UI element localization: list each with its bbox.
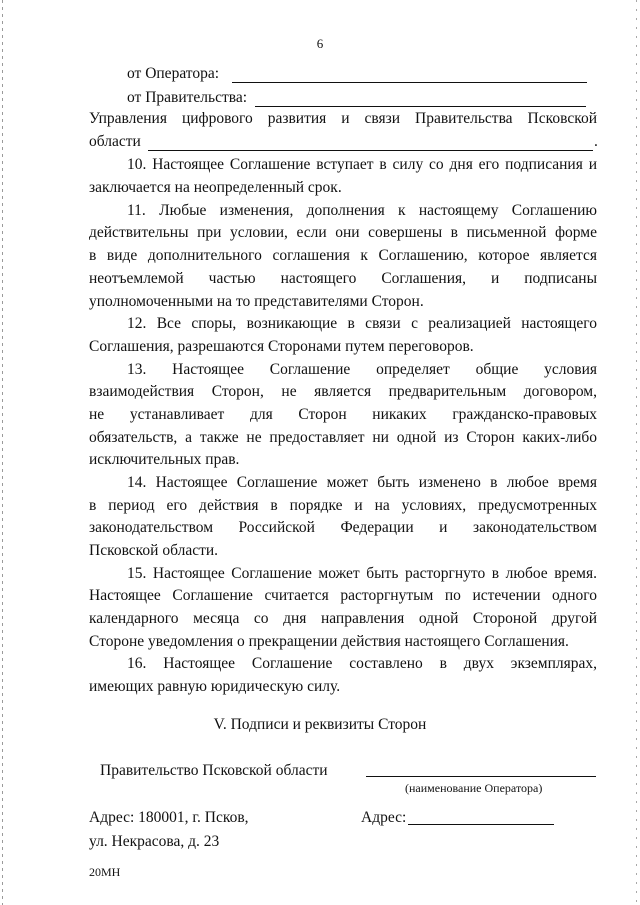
scan-edge-left [2,0,3,905]
region-blank-line [148,132,593,151]
para11-line2: действительны при условии, если они совершены в письменной форме [89,224,597,241]
para13-line2: взаимодействия Сторон, не является предварительным договором, [89,383,597,400]
left-address-line2: ул. Некрасова, д. 23 [89,833,220,850]
para16-line2: имеющих равную юридическую силу. [89,678,341,695]
para11-line4: неотъемлемой частью настоящего Соглашения, и подписаны [89,270,597,287]
government-blank-line [255,88,586,107]
operator-blank-line [232,64,587,83]
left-party-name: Правительство Псковской области [100,762,328,779]
department-line: Управления цифрового развития и связи Правительства Псковской [89,110,597,127]
para12-line2: Соглашения, разрешаются Сторонами путем переговоров. [89,338,474,355]
region-end-period: . [594,133,598,150]
page-number: 6 [316,36,324,51]
para13-line4: обязательств, а также не предоставляет ни одной из Сторон каких-либо [89,429,597,446]
para13-line5: исключительных прав. [89,451,240,468]
footer-code: 20МН [89,865,121,879]
para15-line2: Настоящее Соглашение считается расторгнутым по истечении одного [89,587,597,604]
para10-line1: 10. Настоящее Соглашение вступает в силу со дня его подписания и [127,156,597,173]
para14-line3: законодательством Российской Федерации и законодательством [89,519,597,536]
para15-line3: календарного месяца со дня направления одной Стороной другой [89,610,597,627]
para14-line4: Псковской области. [89,542,219,559]
para12-line1: 12. Все споры, возникающие в связи с реализацией настоящего [127,315,597,332]
para14-line1: 14. Настоящее Соглашение может быть изменено в любое время [127,474,597,491]
para13-line3: не устанавливает для Сторон никаких гражданско-правовых [89,406,597,423]
operator-name-blank-line [366,758,596,777]
para10-line2: заключается на неопределенный срок. [89,179,342,196]
para13-line1: 13. Настоящее Соглашение определяет общие условия [127,361,597,378]
left-address-line1: Адрес: 180001, г. Псков, [89,809,249,826]
para14-line2: в период его действия в порядке и на условиях, предусмотренных [89,497,597,514]
para15-line1: 15. Настоящее Соглашение может быть расторгнуто в любое время. [127,565,597,582]
scan-edge-right [636,0,637,905]
para11-line3: в виде дополнительного соглашения к Соглашению, которое является [89,247,597,264]
para15-line4: Стороне уведомления о прекращении действия настоящего Соглашения. [89,633,569,650]
government-label: от Правительства: [127,89,248,106]
region-word: области [89,133,141,150]
para11-line5: уполномоченными на то представителями Сторон. [89,293,424,310]
right-address-label: Адрес: [361,809,407,826]
section-heading: V. Подписи и реквизиты Сторон [213,716,427,733]
right-address-blank-line [408,806,554,825]
para16-line1: 16. Настоящее Соглашение составлено в двух экземплярах, [127,655,597,672]
para11-line1: 11. Любые изменения, дополнения к настоящему Соглашению [127,202,597,219]
operator-label: от Оператора: [127,65,220,82]
operator-name-caption: (наименование Оператора) [405,781,543,795]
